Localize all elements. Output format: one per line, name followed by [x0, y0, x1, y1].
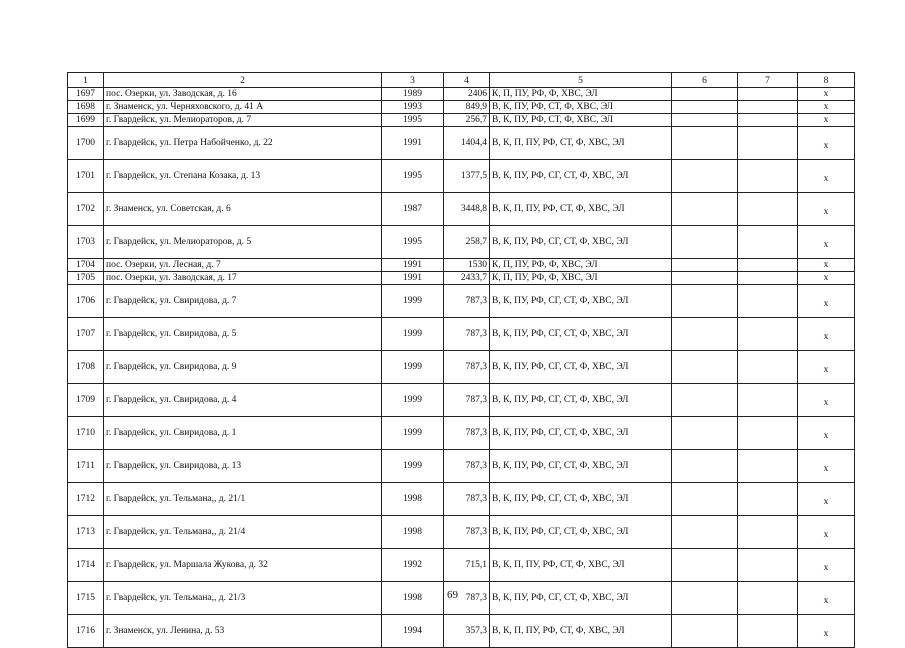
year-cell: 1998	[382, 516, 444, 549]
year-cell: 1998	[382, 483, 444, 516]
col7-cell	[738, 226, 798, 259]
row-number-cell: 1697	[68, 88, 104, 101]
area-cell: 849,9	[444, 101, 490, 114]
systems-cell: В, К, ПУ, РФ, СГ, СТ, Ф, ХВС, ЭЛ	[490, 351, 672, 384]
row-number-cell: 1700	[68, 127, 104, 160]
year-cell: 1994	[382, 615, 444, 648]
col6-cell	[672, 285, 738, 318]
area-cell: 2406	[444, 88, 490, 101]
systems-cell: В, К, ПУ, РФ, СТ, Ф, ХВС, ЭЛ	[490, 114, 672, 127]
systems-cell: В, К, П, ПУ, РФ, СТ, Ф, ХВС, ЭЛ	[490, 549, 672, 582]
row-number-cell: 1711	[68, 450, 104, 483]
row-number-cell: 1715	[68, 582, 104, 615]
row-number-cell: 1712	[68, 483, 104, 516]
row-number-cell: 1713	[68, 516, 104, 549]
area-cell: 1530	[444, 259, 490, 272]
year-cell: 1999	[382, 450, 444, 483]
year-cell: 1999	[382, 318, 444, 351]
systems-cell: В, К, П, ПУ, РФ, СТ, Ф, ХВС, ЭЛ	[490, 615, 672, 648]
area-cell: 787,3	[444, 384, 490, 417]
mark-cell: x	[798, 114, 855, 127]
header-col-4: 4	[444, 73, 490, 88]
col7-cell	[738, 615, 798, 648]
header-col-1: 1	[68, 73, 104, 88]
mark-cell: x	[798, 450, 855, 483]
systems-cell: В, К, ПУ, РФ, СГ, СТ, Ф, ХВС, ЭЛ	[490, 450, 672, 483]
mark-cell: x	[798, 193, 855, 226]
address-cell: г. Знаменск, ул. Черняховского, д. 41 А	[104, 101, 382, 114]
year-cell: 1993	[382, 101, 444, 114]
col7-cell	[738, 549, 798, 582]
address-cell: г. Гвардейск, ул. Тельмана,, д. 21/4	[104, 516, 382, 549]
mark-cell: x	[798, 259, 855, 272]
address-cell: пос. Озерки, ул. Лесная, д. 7	[104, 259, 382, 272]
table-row	[68, 114, 855, 127]
row-number-cell: 1704	[68, 259, 104, 272]
col6-cell	[672, 127, 738, 160]
year-cell: 1989	[382, 88, 444, 101]
col7-cell	[738, 160, 798, 193]
table-row	[68, 450, 855, 483]
table-row	[68, 318, 855, 351]
row-number-cell: 1698	[68, 101, 104, 114]
systems-cell: В, К, ПУ, РФ, СГ, СТ, Ф, ХВС, ЭЛ	[490, 285, 672, 318]
mark-cell: x	[798, 88, 855, 101]
col7-cell	[738, 450, 798, 483]
area-cell: 787,3	[444, 285, 490, 318]
col7-cell	[738, 272, 798, 285]
row-number-cell: 1703	[68, 226, 104, 259]
year-cell: 1998	[382, 582, 444, 615]
year-cell: 1995	[382, 160, 444, 193]
address-cell: г. Гвардейск, ул. Свиридова, д. 13	[104, 450, 382, 483]
page-number: 69	[447, 589, 458, 601]
row-number-cell: 1706	[68, 285, 104, 318]
row-number-cell: 1708	[68, 351, 104, 384]
row-number-cell: 1701	[68, 160, 104, 193]
mark-cell: x	[798, 226, 855, 259]
col7-cell	[738, 516, 798, 549]
year-cell: 1999	[382, 417, 444, 450]
mark-cell: x	[798, 582, 855, 615]
col7-cell	[738, 259, 798, 272]
address-cell: г. Гвардейск, ул. Маршала Жукова, д. 32	[104, 549, 382, 582]
row-number-cell: 1716	[68, 615, 104, 648]
col7-cell	[738, 318, 798, 351]
col7-cell	[738, 351, 798, 384]
col7-cell	[738, 483, 798, 516]
table-row	[68, 516, 855, 549]
row-number-cell: 1707	[68, 318, 104, 351]
table-row	[68, 417, 855, 450]
address-cell: г. Гвардейск, ул. Свиридова, д. 1	[104, 417, 382, 450]
registry-table	[67, 72, 855, 648]
header-row	[68, 73, 855, 88]
address-cell: г. Гвардейск, ул. Петра Набойченко, д. 22	[104, 127, 382, 160]
col7-cell	[738, 285, 798, 318]
table-row	[68, 193, 855, 226]
col6-cell	[672, 259, 738, 272]
systems-cell: К, П, ПУ, РФ, Ф, ХВС, ЭЛ	[490, 272, 672, 285]
table-row	[68, 259, 855, 272]
col7-cell	[738, 417, 798, 450]
area-cell: 787,3	[444, 516, 490, 549]
table-row	[68, 615, 855, 648]
systems-cell: В, К, П, ПУ, РФ, СТ, Ф, ХВС, ЭЛ	[490, 127, 672, 160]
address-cell: г. Знаменск, ул. Ленина, д. 53	[104, 615, 382, 648]
year-cell: 1999	[382, 384, 444, 417]
header-col-6: 6	[672, 73, 738, 88]
table-row	[68, 127, 855, 160]
address-cell: г. Гвардейск, ул. Мелиораторов, д. 5	[104, 226, 382, 259]
col7-cell	[738, 101, 798, 114]
col6-cell	[672, 114, 738, 127]
header-col-3: 3	[382, 73, 444, 88]
area-cell: 787,3	[444, 351, 490, 384]
col7-cell	[738, 88, 798, 101]
area-cell: 3448,8	[444, 193, 490, 226]
address-cell: пос. Озерки, ул. Заводская, д. 17	[104, 272, 382, 285]
table-row	[68, 285, 855, 318]
col6-cell	[672, 417, 738, 450]
year-cell: 1992	[382, 549, 444, 582]
mark-cell: x	[798, 351, 855, 384]
area-cell: 357,3	[444, 615, 490, 648]
col7-cell	[738, 384, 798, 417]
mark-cell: x	[798, 272, 855, 285]
col6-cell	[672, 193, 738, 226]
col6-cell	[672, 88, 738, 101]
area-cell: 787,3	[444, 582, 490, 615]
address-cell: г. Гвардейск, ул. Свиридова, д. 9	[104, 351, 382, 384]
row-number-cell: 1709	[68, 384, 104, 417]
table-row	[68, 384, 855, 417]
col6-cell	[672, 384, 738, 417]
year-cell: 1999	[382, 351, 444, 384]
area-cell: 787,3	[444, 483, 490, 516]
systems-cell: В, К, ПУ, РФ, СГ, СТ, Ф, ХВС, ЭЛ	[490, 318, 672, 351]
systems-cell: В, К, П, ПУ, РФ, СТ, Ф, ХВС, ЭЛ	[490, 193, 672, 226]
area-cell: 1377,5	[444, 160, 490, 193]
address-cell: г. Гвардейск, ул. Свиридова, д. 4	[104, 384, 382, 417]
row-number-cell: 1705	[68, 272, 104, 285]
address-cell: г. Гвардейск, ул. Степана Козака, д. 13	[104, 160, 382, 193]
year-cell: 1995	[382, 114, 444, 127]
area-cell: 787,3	[444, 318, 490, 351]
col6-cell	[672, 272, 738, 285]
systems-cell: К, П, ПУ, РФ, Ф, ХВС, ЭЛ	[490, 88, 672, 101]
col6-cell	[672, 516, 738, 549]
year-cell: 1987	[382, 193, 444, 226]
address-cell: г. Гвардейск, ул. Тельмана,, д. 21/1	[104, 483, 382, 516]
mark-cell: x	[798, 318, 855, 351]
address-cell: пос. Озерки, ул. Заводская, д. 16	[104, 88, 382, 101]
address-cell: г. Гвардейск, ул. Мелиораторов, д. 7	[104, 114, 382, 127]
area-cell: 715,1	[444, 549, 490, 582]
row-number-cell: 1702	[68, 193, 104, 226]
table-row	[68, 226, 855, 259]
mark-cell: x	[798, 101, 855, 114]
header-col-8: 8	[798, 73, 855, 88]
mark-cell: x	[798, 483, 855, 516]
systems-cell: В, К, ПУ, РФ, СГ, СТ, Ф, ХВС, ЭЛ	[490, 160, 672, 193]
year-cell: 1991	[382, 259, 444, 272]
year-cell: 1991	[382, 272, 444, 285]
col6-cell	[672, 318, 738, 351]
area-cell: 787,3	[444, 450, 490, 483]
mark-cell: x	[798, 384, 855, 417]
systems-cell: К, П, ПУ, РФ, Ф, ХВС, ЭЛ	[490, 259, 672, 272]
col7-cell	[738, 193, 798, 226]
mark-cell: x	[798, 516, 855, 549]
systems-cell: В, К, ПУ, РФ, СГ, СТ, Ф, ХВС, ЭЛ	[490, 226, 672, 259]
area-cell: 787,3	[444, 417, 490, 450]
col6-cell	[672, 549, 738, 582]
year-cell: 1991	[382, 127, 444, 160]
col6-cell	[672, 101, 738, 114]
col6-cell	[672, 615, 738, 648]
mark-cell: x	[798, 127, 855, 160]
table-row	[68, 88, 855, 101]
year-cell: 1999	[382, 285, 444, 318]
systems-cell: В, К, ПУ, РФ, СГ, СТ, Ф, ХВС, ЭЛ	[490, 516, 672, 549]
header-col-2: 2	[104, 73, 382, 88]
area-cell: 2433,7	[444, 272, 490, 285]
systems-cell: В, К, ПУ, РФ, СТ, Ф, ХВС, ЭЛ	[490, 101, 672, 114]
col7-cell	[738, 127, 798, 160]
col6-cell	[672, 450, 738, 483]
table-row	[68, 101, 855, 114]
systems-cell: В, К, ПУ, РФ, СГ, СТ, Ф, ХВС, ЭЛ	[490, 417, 672, 450]
systems-cell: В, К, ПУ, РФ, СГ, СТ, Ф, ХВС, ЭЛ	[490, 483, 672, 516]
address-cell: г. Гвардейск, ул. Свиридова, д. 5	[104, 318, 382, 351]
address-cell: г. Гвардейск, ул. Тельмана,, д. 21/3	[104, 582, 382, 615]
address-cell: г. Знаменск, ул. Советская, д. 6	[104, 193, 382, 226]
col6-cell	[672, 226, 738, 259]
mark-cell: x	[798, 417, 855, 450]
table-row	[68, 351, 855, 384]
mark-cell: x	[798, 549, 855, 582]
col6-cell	[672, 483, 738, 516]
table-row	[68, 549, 855, 582]
table-row	[68, 160, 855, 193]
header-col-5: 5	[490, 73, 672, 88]
row-number-cell: 1710	[68, 417, 104, 450]
col6-cell	[672, 160, 738, 193]
col6-cell	[672, 351, 738, 384]
area-cell: 256,7	[444, 114, 490, 127]
table-row	[68, 272, 855, 285]
systems-cell: В, К, ПУ, РФ, СГ, СТ, Ф, ХВС, ЭЛ	[490, 384, 672, 417]
area-cell: 1404,4	[444, 127, 490, 160]
mark-cell: x	[798, 615, 855, 648]
mark-cell: x	[798, 285, 855, 318]
table-body	[68, 88, 855, 648]
row-number-cell: 1699	[68, 114, 104, 127]
area-cell: 258,7	[444, 226, 490, 259]
header-col-7: 7	[738, 73, 798, 88]
row-number-cell: 1714	[68, 549, 104, 582]
table-row	[68, 483, 855, 516]
year-cell: 1995	[382, 226, 444, 259]
mark-cell: x	[798, 160, 855, 193]
address-cell: г. Гвардейск, ул. Свиридова, д. 7	[104, 285, 382, 318]
col7-cell	[738, 114, 798, 127]
systems-cell: В, К, ПУ, РФ, СГ, СТ, Ф, ХВС, ЭЛ	[490, 582, 672, 615]
